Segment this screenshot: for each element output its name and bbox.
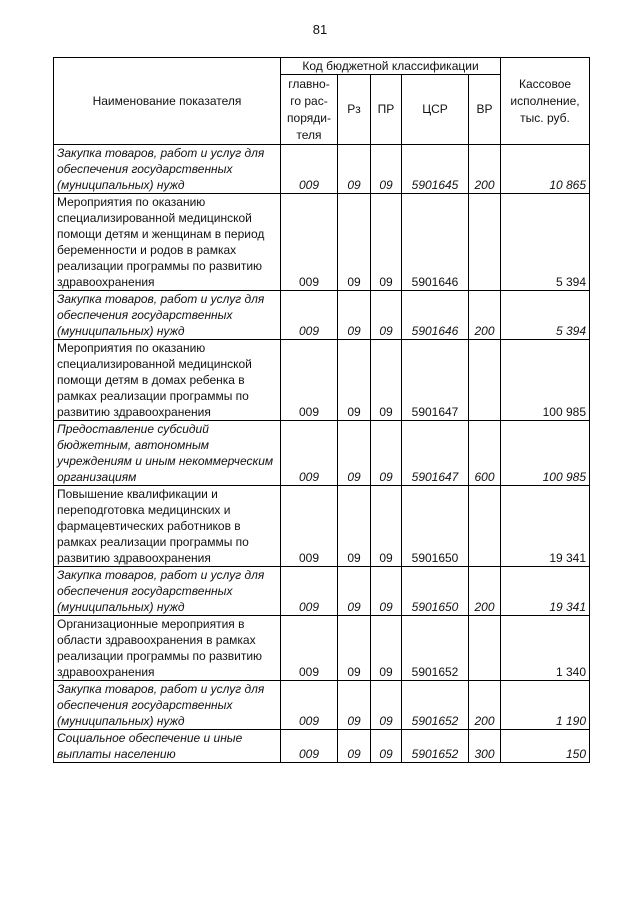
row-grbs: 009 [281,291,338,340]
row-name: Закупка товаров, работ и услуг для обеспечения государственных (муниципальных) нужд [54,291,281,340]
row-cash-value: 19 341 [501,567,590,616]
row-vr: 300 [469,730,501,763]
row-name: Мероприятия по оказанию специализированной медицинской помощи детям и женщинам в период беременности и родов в рамках реализации программы по развитию здравоохранения [54,194,281,291]
row-cash-value: 5 394 [501,291,590,340]
row-csr: 5901646 [402,194,469,291]
row-cash-value: 19 341 [501,486,590,567]
row-grbs: 009 [281,421,338,486]
table-row [54,291,590,340]
row-vr: 200 [469,681,501,730]
row-name: Закупка товаров, работ и услуг для обеспечения государственных (муниципальных) нужд [54,567,281,616]
header-name-column: Наименование показателя [54,58,281,145]
row-csr: 5901652 [402,681,469,730]
row-vr: 200 [469,291,501,340]
row-rz: 09 [338,616,371,681]
row-csr: 5901647 [402,421,469,486]
row-vr [469,486,501,567]
row-grbs: 009 [281,486,338,567]
row-cash-value: 100 985 [501,340,590,421]
row-csr: 5901647 [402,340,469,421]
row-cash-value: 1 190 [501,681,590,730]
row-name: Закупка товаров, работ и услуг для обеспечения государственных (муниципальных) нужд [54,145,281,194]
header-grbs: главно-го рас-поряди-теля [281,75,338,145]
row-cash-value: 150 [501,730,590,763]
table-row [54,145,590,194]
row-csr: 5901652 [402,616,469,681]
row-rz: 09 [338,421,371,486]
row-vr [469,194,501,291]
row-grbs: 009 [281,730,338,763]
row-name: Мероприятия по оказанию специализированной медицинской помощи детям в домах ребенка в рамках реализации программы по развитию здравоохранения [54,340,281,421]
header-csr: ЦСР [402,75,469,145]
row-rz: 09 [338,145,371,194]
row-pr: 09 [371,730,402,763]
table-row [54,616,590,681]
header-budget-code-group: Код бюджетной классификации [281,58,501,75]
row-rz: 09 [338,291,371,340]
row-grbs: 009 [281,567,338,616]
row-rz: 09 [338,194,371,291]
row-name: Повышение квалификации и переподготовка медицинских и фармацевтических работников в рамках реализации программы по развитию здравоохранения [54,486,281,567]
row-vr: 600 [469,421,501,486]
table-row [54,421,590,486]
row-vr [469,616,501,681]
row-cash-value: 10 865 [501,145,590,194]
row-pr: 09 [371,616,402,681]
row-grbs: 009 [281,681,338,730]
row-cash-value: 100 985 [501,421,590,486]
budget-table [53,57,590,763]
table-row [54,486,590,567]
row-csr: 5901645 [402,145,469,194]
table-row [54,194,590,291]
row-pr: 09 [371,486,402,567]
row-pr: 09 [371,340,402,421]
row-name: Организационные мероприятия в области здравоохранения в рамках реализации программы по развитию здравоохранения [54,616,281,681]
row-csr: 5901650 [402,486,469,567]
row-grbs: 009 [281,145,338,194]
header-pr: ПР [371,75,402,145]
header-rz: Рз [338,75,371,145]
table-row [54,681,590,730]
row-rz: 09 [338,681,371,730]
row-vr: 200 [469,145,501,194]
row-name: Закупка товаров, работ и услуг для обеспечения государственных (муниципальных) нужд [54,681,281,730]
row-pr: 09 [371,291,402,340]
row-cash-value: 1 340 [501,616,590,681]
table-row [54,340,590,421]
row-rz: 09 [338,486,371,567]
row-csr: 5901646 [402,291,469,340]
row-pr: 09 [371,421,402,486]
row-rz: 09 [338,567,371,616]
row-pr: 09 [371,194,402,291]
row-rz: 09 [338,340,371,421]
header-vr: ВР [469,75,501,145]
table-row [54,567,590,616]
header-cash-execution: Кассовое исполнение, тыс. руб. [501,58,590,145]
row-vr [469,340,501,421]
row-csr: 5901652 [402,730,469,763]
table-row [54,730,590,763]
row-grbs: 009 [281,616,338,681]
row-vr: 200 [469,567,501,616]
row-name: Социальное обеспечение и иные выплаты населению [54,730,281,763]
row-grbs: 009 [281,194,338,291]
row-grbs: 009 [281,340,338,421]
row-csr: 5901650 [402,567,469,616]
row-cash-value: 5 394 [501,194,590,291]
page-number: 81 [312,22,328,37]
row-pr: 09 [371,681,402,730]
row-name: Предоставление субсидий бюджетным, автономным учреждениям и иным некоммерческим организациям [54,421,281,486]
row-pr: 09 [371,567,402,616]
row-pr: 09 [371,145,402,194]
row-rz: 09 [338,730,371,763]
